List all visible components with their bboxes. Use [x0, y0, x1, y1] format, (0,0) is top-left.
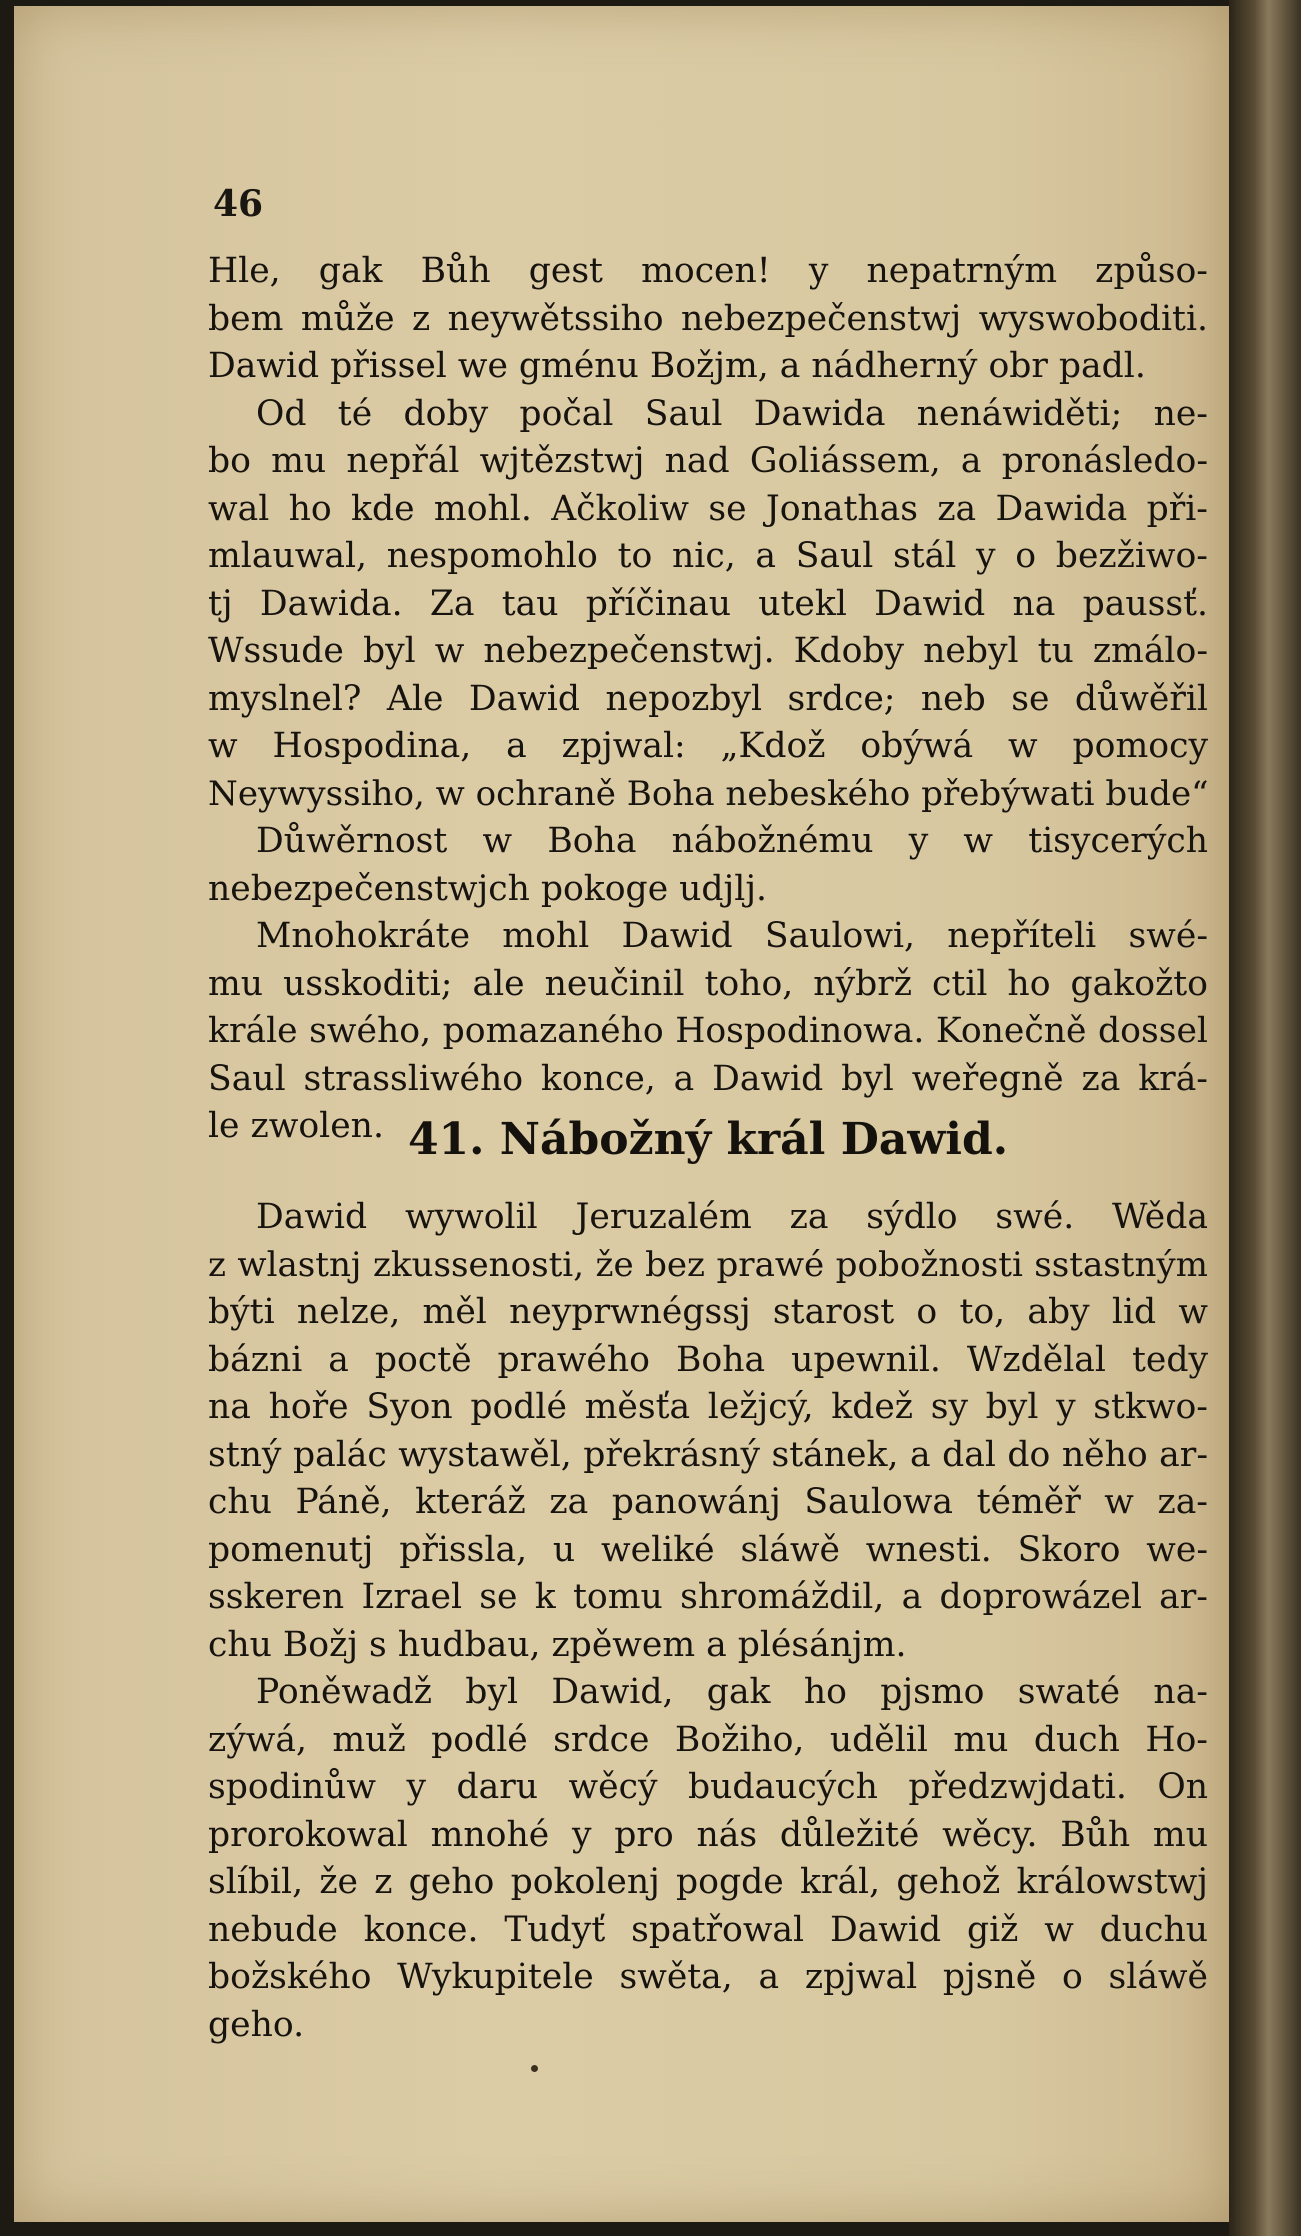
text-line: Wssude byl w nebezpečenstwj. Kdoby nebyl tu zmálo-: [208, 631, 1208, 671]
text-line: bo mu nepřál wjtězstwj nad Goliássem, a pronásledo-: [208, 441, 1208, 481]
text-line: Poněwadž byl Dawid, gak ho pjsmo swaté na-: [256, 1672, 1208, 1712]
text-line: slíbil, že z geho pokolenj pogde král, gehož králowstwj: [208, 1862, 1208, 1902]
text-line: tj Dawida. Za tau příčinau utekl Dawid na paussť.: [208, 583, 1208, 624]
text-block-before: [208, 248, 1208, 1151]
text-line: stný palác wystawěl, překrásný stánek, a dal do něho ar-: [208, 1434, 1208, 1475]
text-line: krále swého, pomazaného Hospodinowa. Konečně dossel: [208, 1011, 1208, 1051]
text-line: geho.: [208, 2004, 305, 2045]
text-line: nebude konce. Tudyť spatřowal Dawid giž w duchu: [208, 1909, 1208, 1950]
text-line: z wlastnj zkussenosti, že bez prawé pobožnosti sstastným: [208, 1244, 1208, 1285]
text-line: Dawid wywolil Jeruzalém za sýdlo swé. Wěda: [256, 1197, 1208, 1237]
text-line: sskeren Izrael se k tomu shromáždil, a doprowázel ar-: [208, 1577, 1208, 1617]
text-line: Dawid přissel we gménu Božjm, a nádherný obr padl.: [208, 346, 1146, 386]
text-line: bázni a poctě prawého Boha upewnil. Wzdělal tedy: [208, 1339, 1208, 1380]
text-line: prorokowal mnohé y pro nás důležité wěcy. Bůh mu: [208, 1814, 1208, 1855]
text-line: Neywyssiho, w ochraně Boha nebeského přebýwati bude“: [208, 773, 1209, 814]
text-line: spodinůw y daru wěcý budaucých předzwjdati. On: [208, 1767, 1208, 1807]
ink-speck: [531, 2065, 538, 2072]
text-line: myslnel? Ale Dawid nepozbyl srdce; neb se důwěřil: [208, 678, 1208, 719]
text-line: mu usskoditi; ale neučinil toho, nýbrž ctil ho gakožto: [208, 963, 1208, 1004]
text-line: božského Wykupitele swěta, a zpjwal pjsně o sláwě: [208, 1957, 1208, 1997]
text-line: na hoře Syon podlé měsťa ležjcý, kdež sy byl y stkwo-: [208, 1387, 1208, 1427]
text-line: nebezpečenstwjch pokoge udjlj.: [208, 868, 768, 909]
text-line: Hle, gak Bůh gest mocen! y nepatrným způso-: [208, 251, 1208, 291]
page-number: 46: [213, 183, 264, 225]
text-line: chu Páně, kteráž za panowánj Saulowa téměř w za-: [208, 1482, 1208, 1522]
text-line: Od té doby počal Saul Dawida nenáwiděti; ne-: [256, 393, 1208, 434]
text-line: býti nelze, měl neyprwnégssj starost o to, aby lid w: [208, 1292, 1208, 1332]
text-line: chu Božj s hudbau, zpěwem a plésánjm.: [208, 1624, 907, 1665]
text-line: zýwá, muž podlé srdce Božiho, udělil mu duch Ho-: [208, 1719, 1208, 1760]
book-gutter: [1229, 0, 1301, 2236]
text-line: w Hospodina, a zpjwal: „Kdož obýwá w pomocy: [208, 726, 1208, 766]
chapter-heading: 41. Nábožný král Dawid.: [407, 1114, 1009, 1165]
text-line: bem může z neywětssiho nebezpečenstwj wyswoboditi.: [208, 298, 1208, 339]
text-line: Mnohokráte mohl Dawid Saulowi, nepříteli swé-: [256, 916, 1208, 956]
text-line: Důwěrnost w Boha nábožnému y w tisycerých: [256, 821, 1208, 861]
text-line: pomenutj přissla, u weliké sláwě wnesti. Skoro we-: [208, 1529, 1208, 1570]
text-line: wal ho kde mohl. Ačkoliw se Jonathas za Dawida při-: [208, 488, 1208, 529]
text-block-after: [208, 1194, 1208, 2049]
text-line: le zwolen.: [208, 1106, 384, 1146]
text-line: mlauwal, nespomohlo to nic, a Saul stál y o bezžiwo-: [208, 536, 1208, 576]
text-line: Saul strassliwého konce, a Dawid byl weřegně za krá-: [208, 1058, 1208, 1099]
